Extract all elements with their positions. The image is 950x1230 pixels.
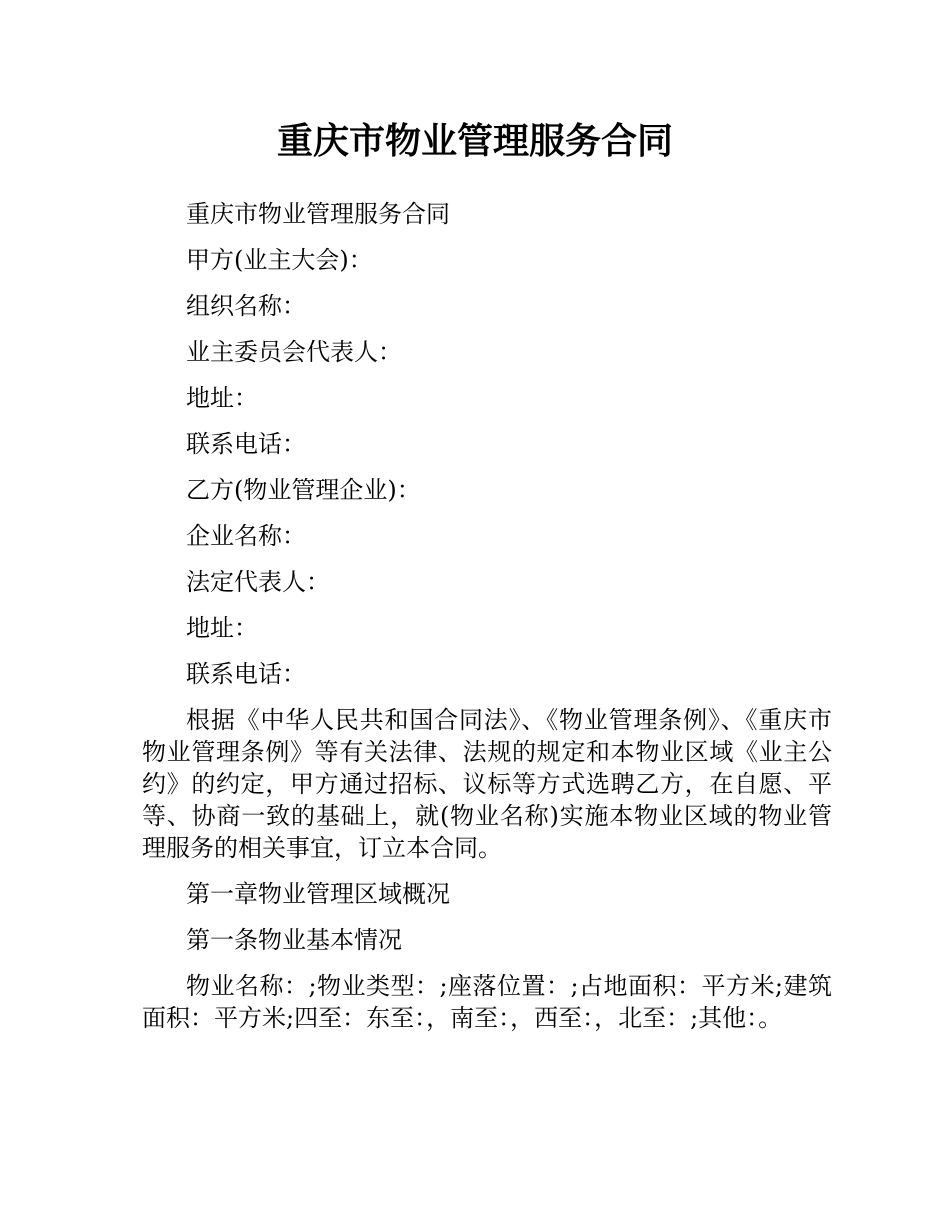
paragraph-party-a-address: 地址：: [186, 384, 258, 412]
paragraph-property-details: 物业名称：;物业类型：;座落位置：;占地面积：平方米;建筑面积：平方米;四至：东至：，南至：，西至：，北至：;其他：。: [142, 972, 832, 1032]
paragraph-party-b-phone: 联系电话：: [186, 660, 306, 688]
paragraph-article-one: 第一条物业基本情况: [186, 926, 402, 954]
document-body: [142, 198, 832, 1048]
paragraph-enterprise-name: 企业名称：: [186, 522, 306, 550]
paragraph-committee-representative: 业主委员会代表人：: [186, 338, 402, 366]
paragraph-party-b-address: 地址：: [186, 614, 258, 642]
paragraph-organization-name: 组织名称：: [186, 292, 306, 320]
paragraph-party-b: 乙方(物业管理企业)：: [186, 476, 421, 504]
paragraph-preamble: 根据《中华人民共和国合同法》、《物业管理条例》、《重庆市物业管理条例》等有关法律、法规的规定和本物业区域《业主公约》的约定，甲方通过招标、议标等方式选聘乙方，在自愿、平等、协商一致的基础上，就(物业名称)实施本物业区域的物业管理服务的相关事宜，订立本合同。: [142, 706, 832, 862]
paragraph-contract-name: 重庆市物业管理服务合同: [186, 200, 450, 228]
paragraph-party-a: 甲方(业主大会)：: [186, 246, 373, 274]
paragraph-party-a-phone: 联系电话：: [186, 430, 306, 458]
paragraph-chapter-one: 第一章物业管理区域概况: [186, 880, 450, 908]
document-title: 重庆市物业管理服务合同: [276, 121, 673, 162]
paragraph-legal-representative: 法定代表人：: [186, 568, 330, 596]
